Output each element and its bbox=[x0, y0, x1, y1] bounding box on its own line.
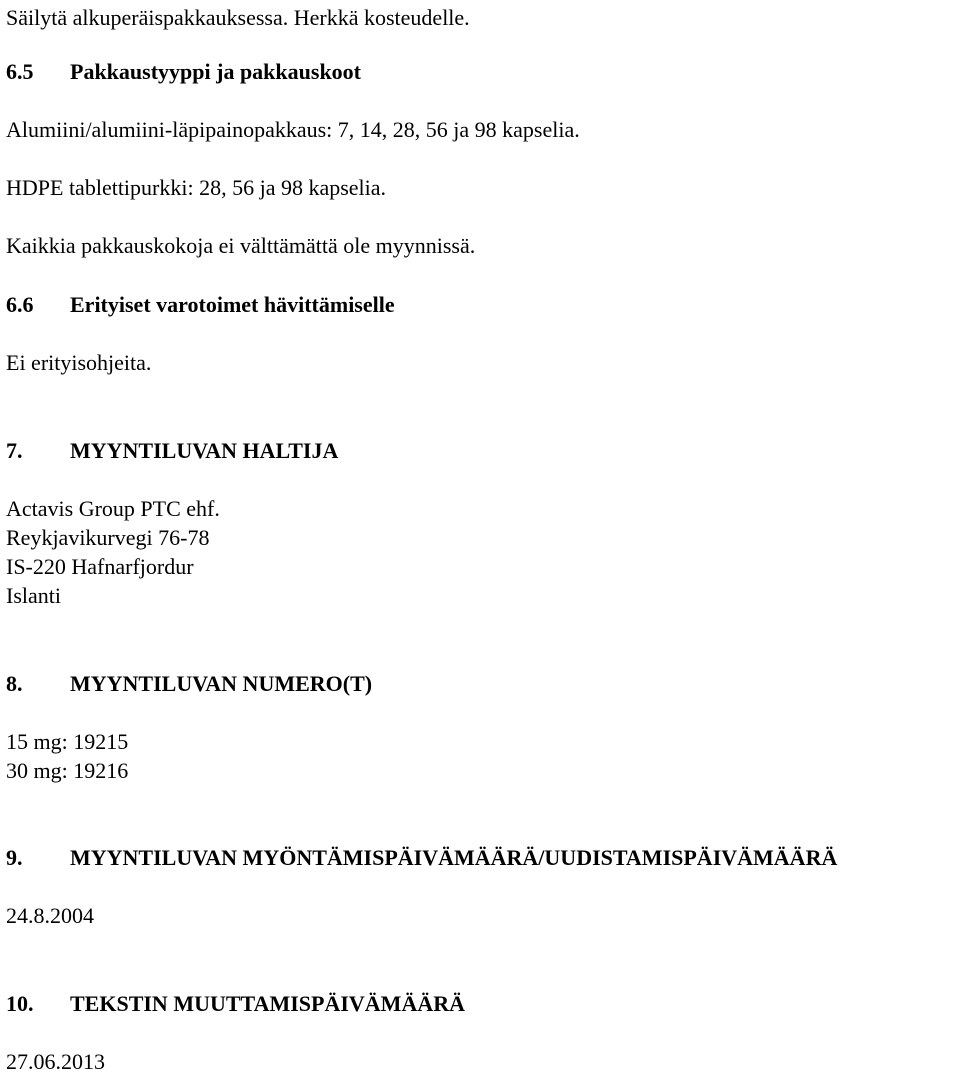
package-line: Kaikkia pakkauskokoja ei välttämättä ole myynnissä. bbox=[6, 233, 476, 258]
package-line: Alumiini/alumiini-läpipainopakkaus: 7, 14, 28, 56 ja 98 kapselia. bbox=[6, 117, 580, 142]
section-number: 7. bbox=[6, 438, 23, 463]
section-8-heading bbox=[6, 671, 372, 697]
disposal-text: Ei erityisohjeita. bbox=[6, 350, 152, 375]
section-number: 6.6 bbox=[6, 292, 34, 317]
section-title: MYYNTILUVAN MYÖNTÄMISPÄIVÄMÄÄRÄ/UUDISTAMISPÄIVÄMÄÄRÄ bbox=[70, 845, 838, 870]
section-9-heading bbox=[6, 845, 837, 871]
revision-date: 27.06.2013 bbox=[6, 1049, 105, 1074]
section-6-6-heading bbox=[6, 292, 395, 318]
section-number: 9. bbox=[6, 845, 23, 870]
section-title: MYYNTILUVAN NUMERO(T) bbox=[70, 671, 373, 696]
address-line: Islanti bbox=[6, 583, 61, 608]
authorisation-number: 15 mg: 19215 bbox=[6, 729, 129, 754]
address-line: Actavis Group PTC ehf. bbox=[6, 496, 220, 521]
storage-text: Säilytä alkuperäispakkauksessa. Herkkä kosteudelle. bbox=[6, 5, 470, 30]
section-10-heading bbox=[6, 991, 465, 1017]
authorisation-date: 24.8.2004 bbox=[6, 903, 94, 928]
section-6-5-heading bbox=[6, 59, 361, 85]
section-number: 10. bbox=[6, 991, 34, 1016]
section-title: Pakkaustyyppi ja pakkauskoot bbox=[70, 59, 362, 84]
address-line: Reykjavikurvegi 76-78 bbox=[6, 525, 210, 550]
section-7-heading bbox=[6, 438, 338, 464]
address-line: IS-220 Hafnarfjordur bbox=[6, 554, 194, 579]
section-number: 8. bbox=[6, 671, 23, 696]
authorisation-number: 30 mg: 19216 bbox=[6, 758, 129, 783]
section-title: MYYNTILUVAN HALTIJA bbox=[70, 438, 339, 463]
section-number: 6.5 bbox=[6, 59, 34, 84]
section-title: TEKSTIN MUUTTAMISPÄIVÄMÄÄRÄ bbox=[70, 991, 466, 1016]
section-title: Erityiset varotoimet hävittämiselle bbox=[70, 292, 395, 317]
package-line: HDPE tablettipurkki: 28, 56 ja 98 kapselia. bbox=[6, 175, 387, 200]
